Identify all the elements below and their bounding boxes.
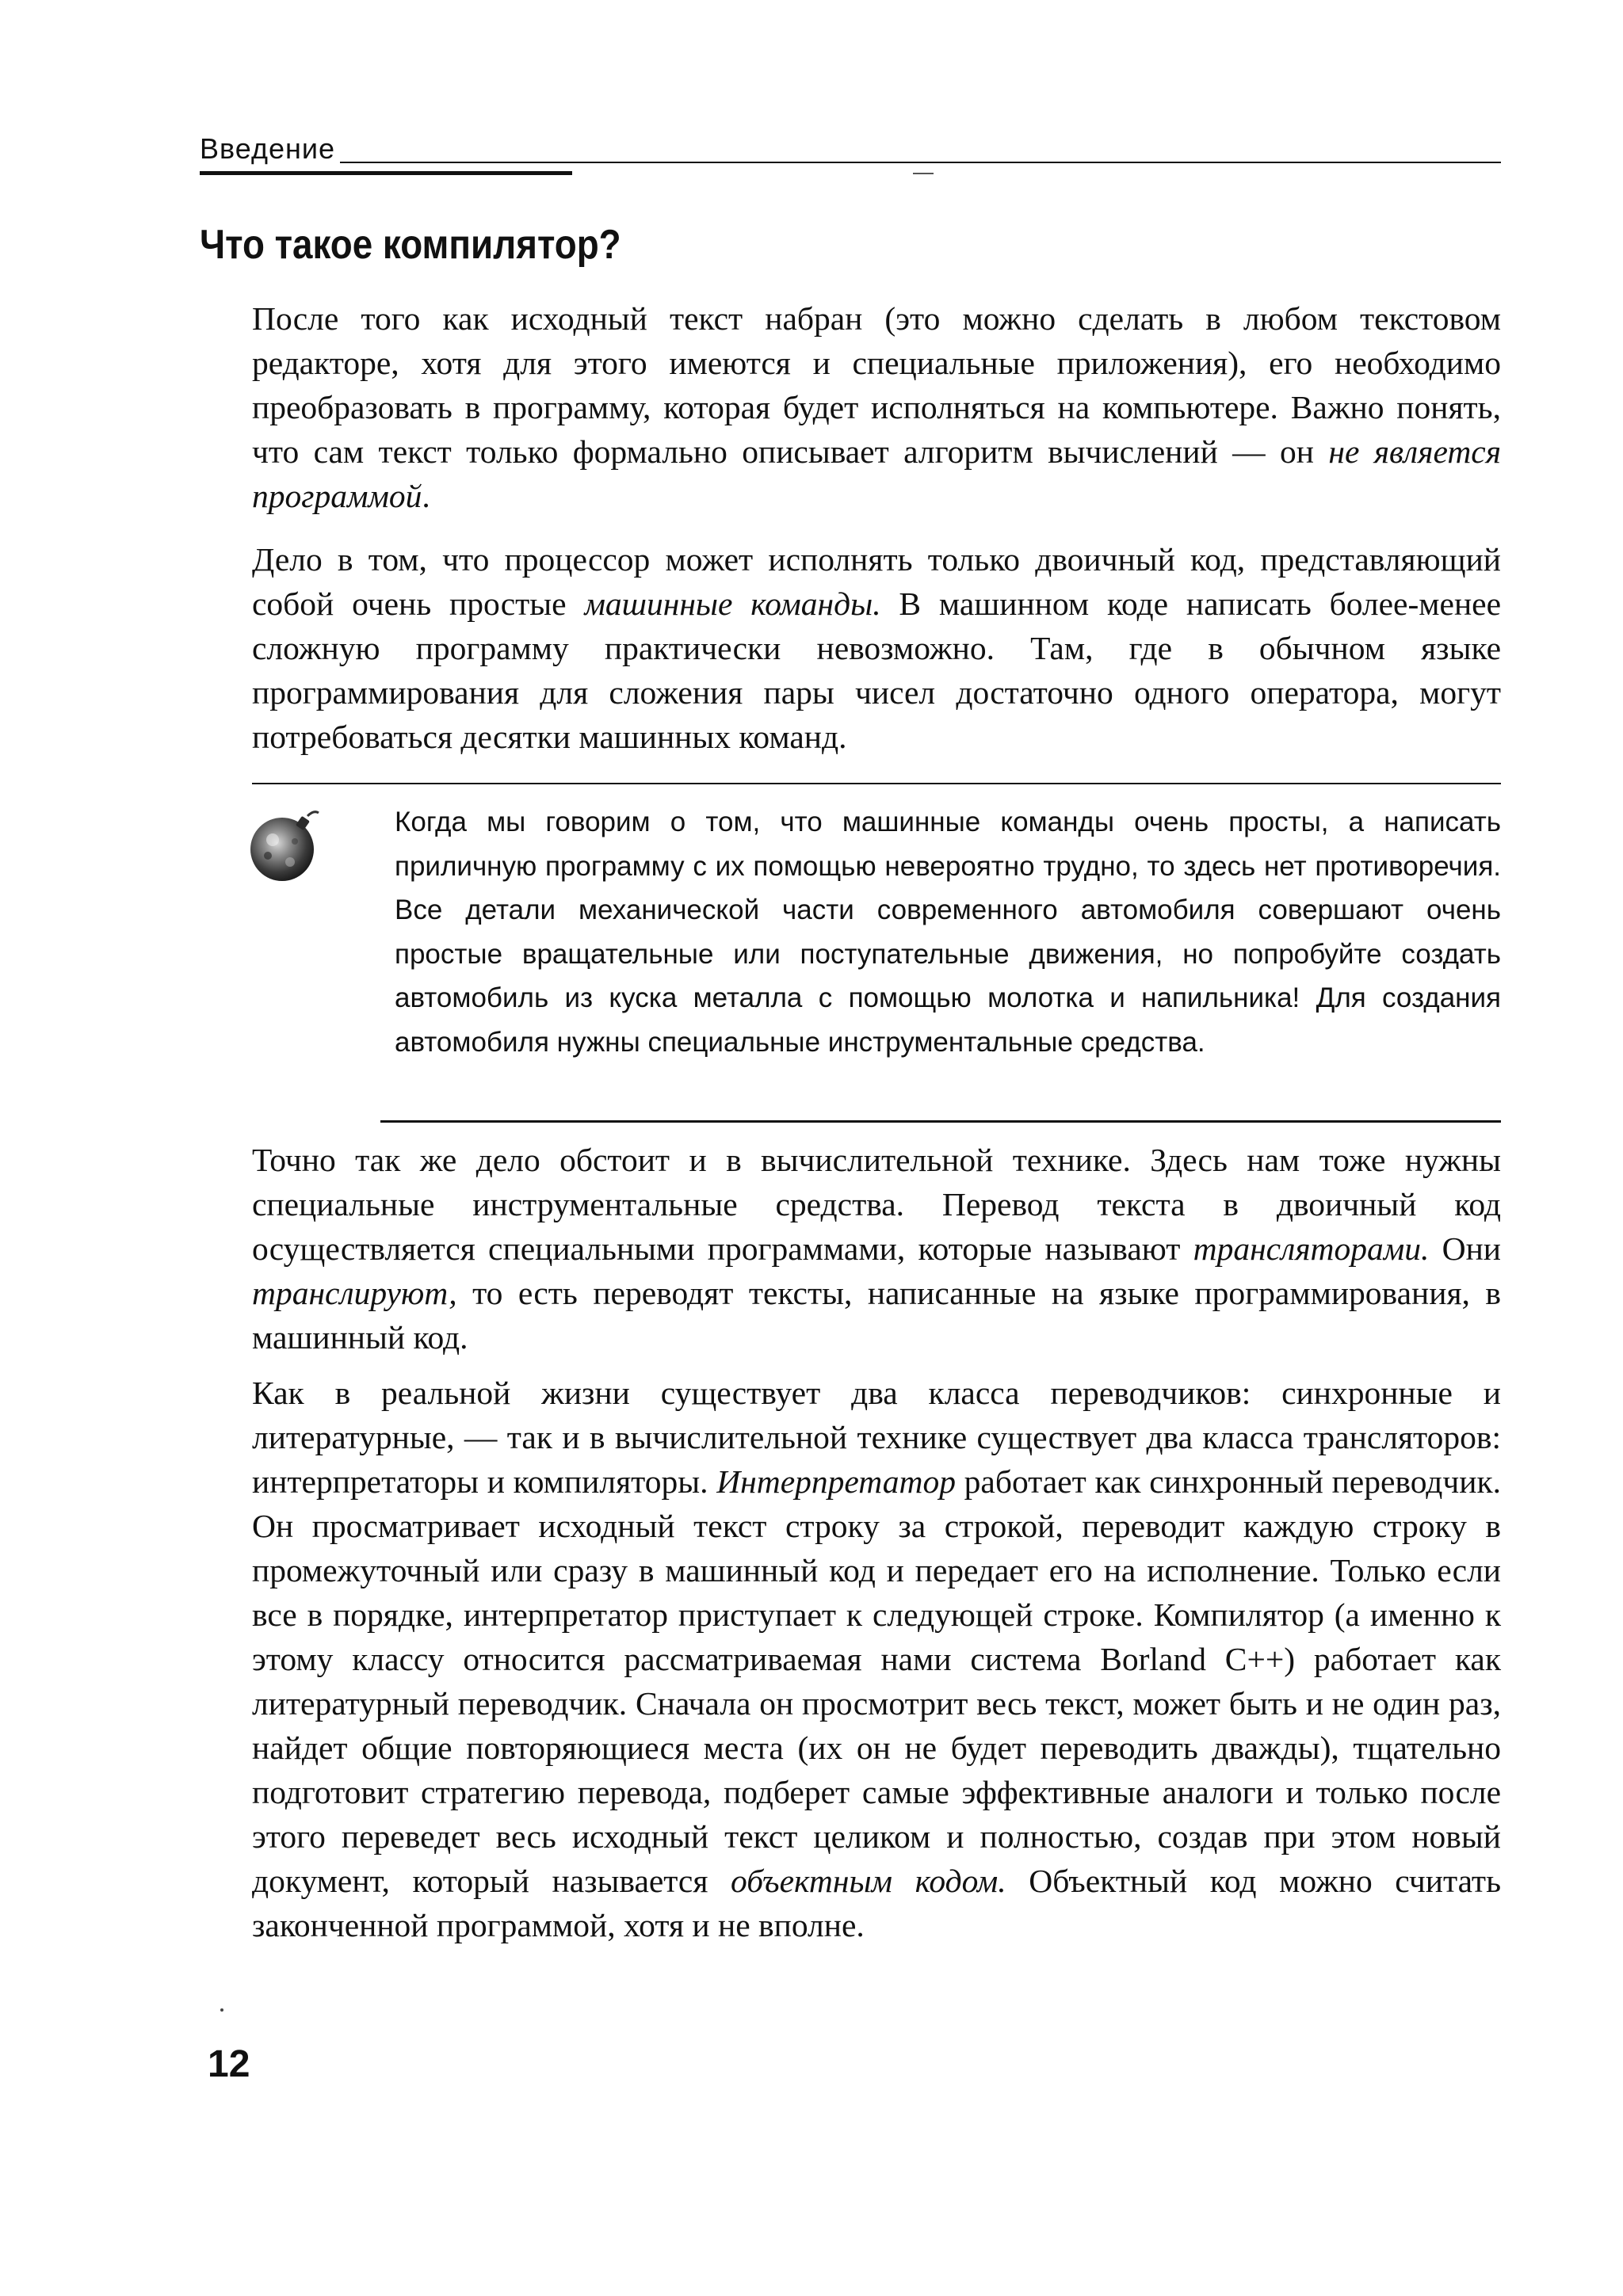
paragraph-1-emphasis: не является программой (252, 433, 1501, 514)
paragraph-1-text: После того как исходный текст набран (это можно сделать в любом текстовом редакторе, хотя для этого имеются и специальные приложения), его необходимо преобразовать в программу, которая будет исполняться на компьютере. Важно понять, что сам текст только формально описывает алгоритм вычислений — он (252, 300, 1501, 470)
paragraph-4-text-3: Объектный код можно считать законченной программой, хотя и не вполне. (252, 1863, 1501, 1943)
running-head-title: Введение (200, 133, 340, 165)
bomb-icon (244, 807, 323, 889)
note-top-rule (252, 783, 1501, 784)
paragraph-3-emphasis-1: трансляторами. (1193, 1230, 1430, 1267)
paragraph-2-text-after: В машинном коде написать более-менее сложную программу практически невозможно. Там, где в обычном языке программирования для сложения пары чисел достаточно одного оператора, могут потребоваться десятки машинных команд. (252, 585, 1501, 755)
paragraph-2 (252, 537, 1501, 759)
scan-speck (220, 2008, 223, 2012)
paragraph-2-text-before: Дело в том, что процессор может исполнять только двоичный код, представляющий собой очень простые (252, 541, 1501, 622)
running-head-dash (913, 173, 934, 174)
paragraph-4-text-2: работает как синхронный переводчик. Он просматривает исходный текст строку за строкой, переводит каждую строку в промежуточный или сразу в машинный код и передает его на исполнение. Только если все в порядке, интерпретатор приступает к следующей строке. Компилятор (а именно к этому классу относится рассматриваемая нами система Borland C++) работает как литературный переводчик. Сначала он просмотрит весь текст, может быть и не один раз, найдет общие повторяющиеся места (их он не будет переводить дважды), тщательно подготовит стратегию перевода, подберет самые эффективные аналоги и только после этого переведет весь исходный текст целиком и полностью, создав при этом новый документ, который называется (252, 1463, 1501, 1899)
page-number: 12 (208, 2043, 250, 2085)
section-title: Что такое компилятор? (200, 222, 621, 268)
paragraph-4-emphasis-2: объектным кодом. (731, 1863, 1006, 1899)
paragraph-4-text-1: Как в реальной жизни существует два класса переводчиков: синхронные и литературные, — так и в вычислительной технике существует два класса трансляторов: интерпретаторы и компиляторы. (252, 1375, 1501, 1500)
note-text: Когда мы говорим о том, что машинные команды очень просты, а написать приличную программу с их помощью невероятно трудно, то здесь нет противоречия. Все детали механической части современного автомобиля совершают очень простые вращательные или поступательные движения, но попробуйте создать автомобиль из куска металла с помощью молотка и напильника! Для создания автомобиля нужны специальные инструментальные средства. (395, 807, 1501, 1058)
paragraph-2-emphasis: машинные команды. (584, 585, 881, 622)
running-head-bar (200, 171, 572, 175)
paragraph-3-emphasis-2: транслируют, (252, 1275, 457, 1311)
running-head-rule (200, 162, 1501, 163)
paragraph-1-tail: . (422, 478, 430, 514)
running-head (200, 133, 1501, 181)
paragraph-3-text-1: Точно так же дело обстоит и в вычислительной технике. Здесь нам тоже нужны специальные инструментальные средства. Перевод текста в двоичный код осуществляется специальными программами, которые называют (252, 1142, 1501, 1267)
paragraph-4-emphasis-1: Интерпретатор (716, 1463, 956, 1500)
paragraph-3-text-3: то есть переводят тексты, написанные на языке программирования, в машинный код. (252, 1275, 1501, 1356)
note-bottom-rule (380, 1120, 1501, 1123)
paragraph-3-text-2: Они (1429, 1230, 1501, 1267)
paragraph-4 (252, 1371, 1501, 1947)
paragraph-3 (252, 1138, 1501, 1360)
paragraph-1 (252, 296, 1501, 518)
